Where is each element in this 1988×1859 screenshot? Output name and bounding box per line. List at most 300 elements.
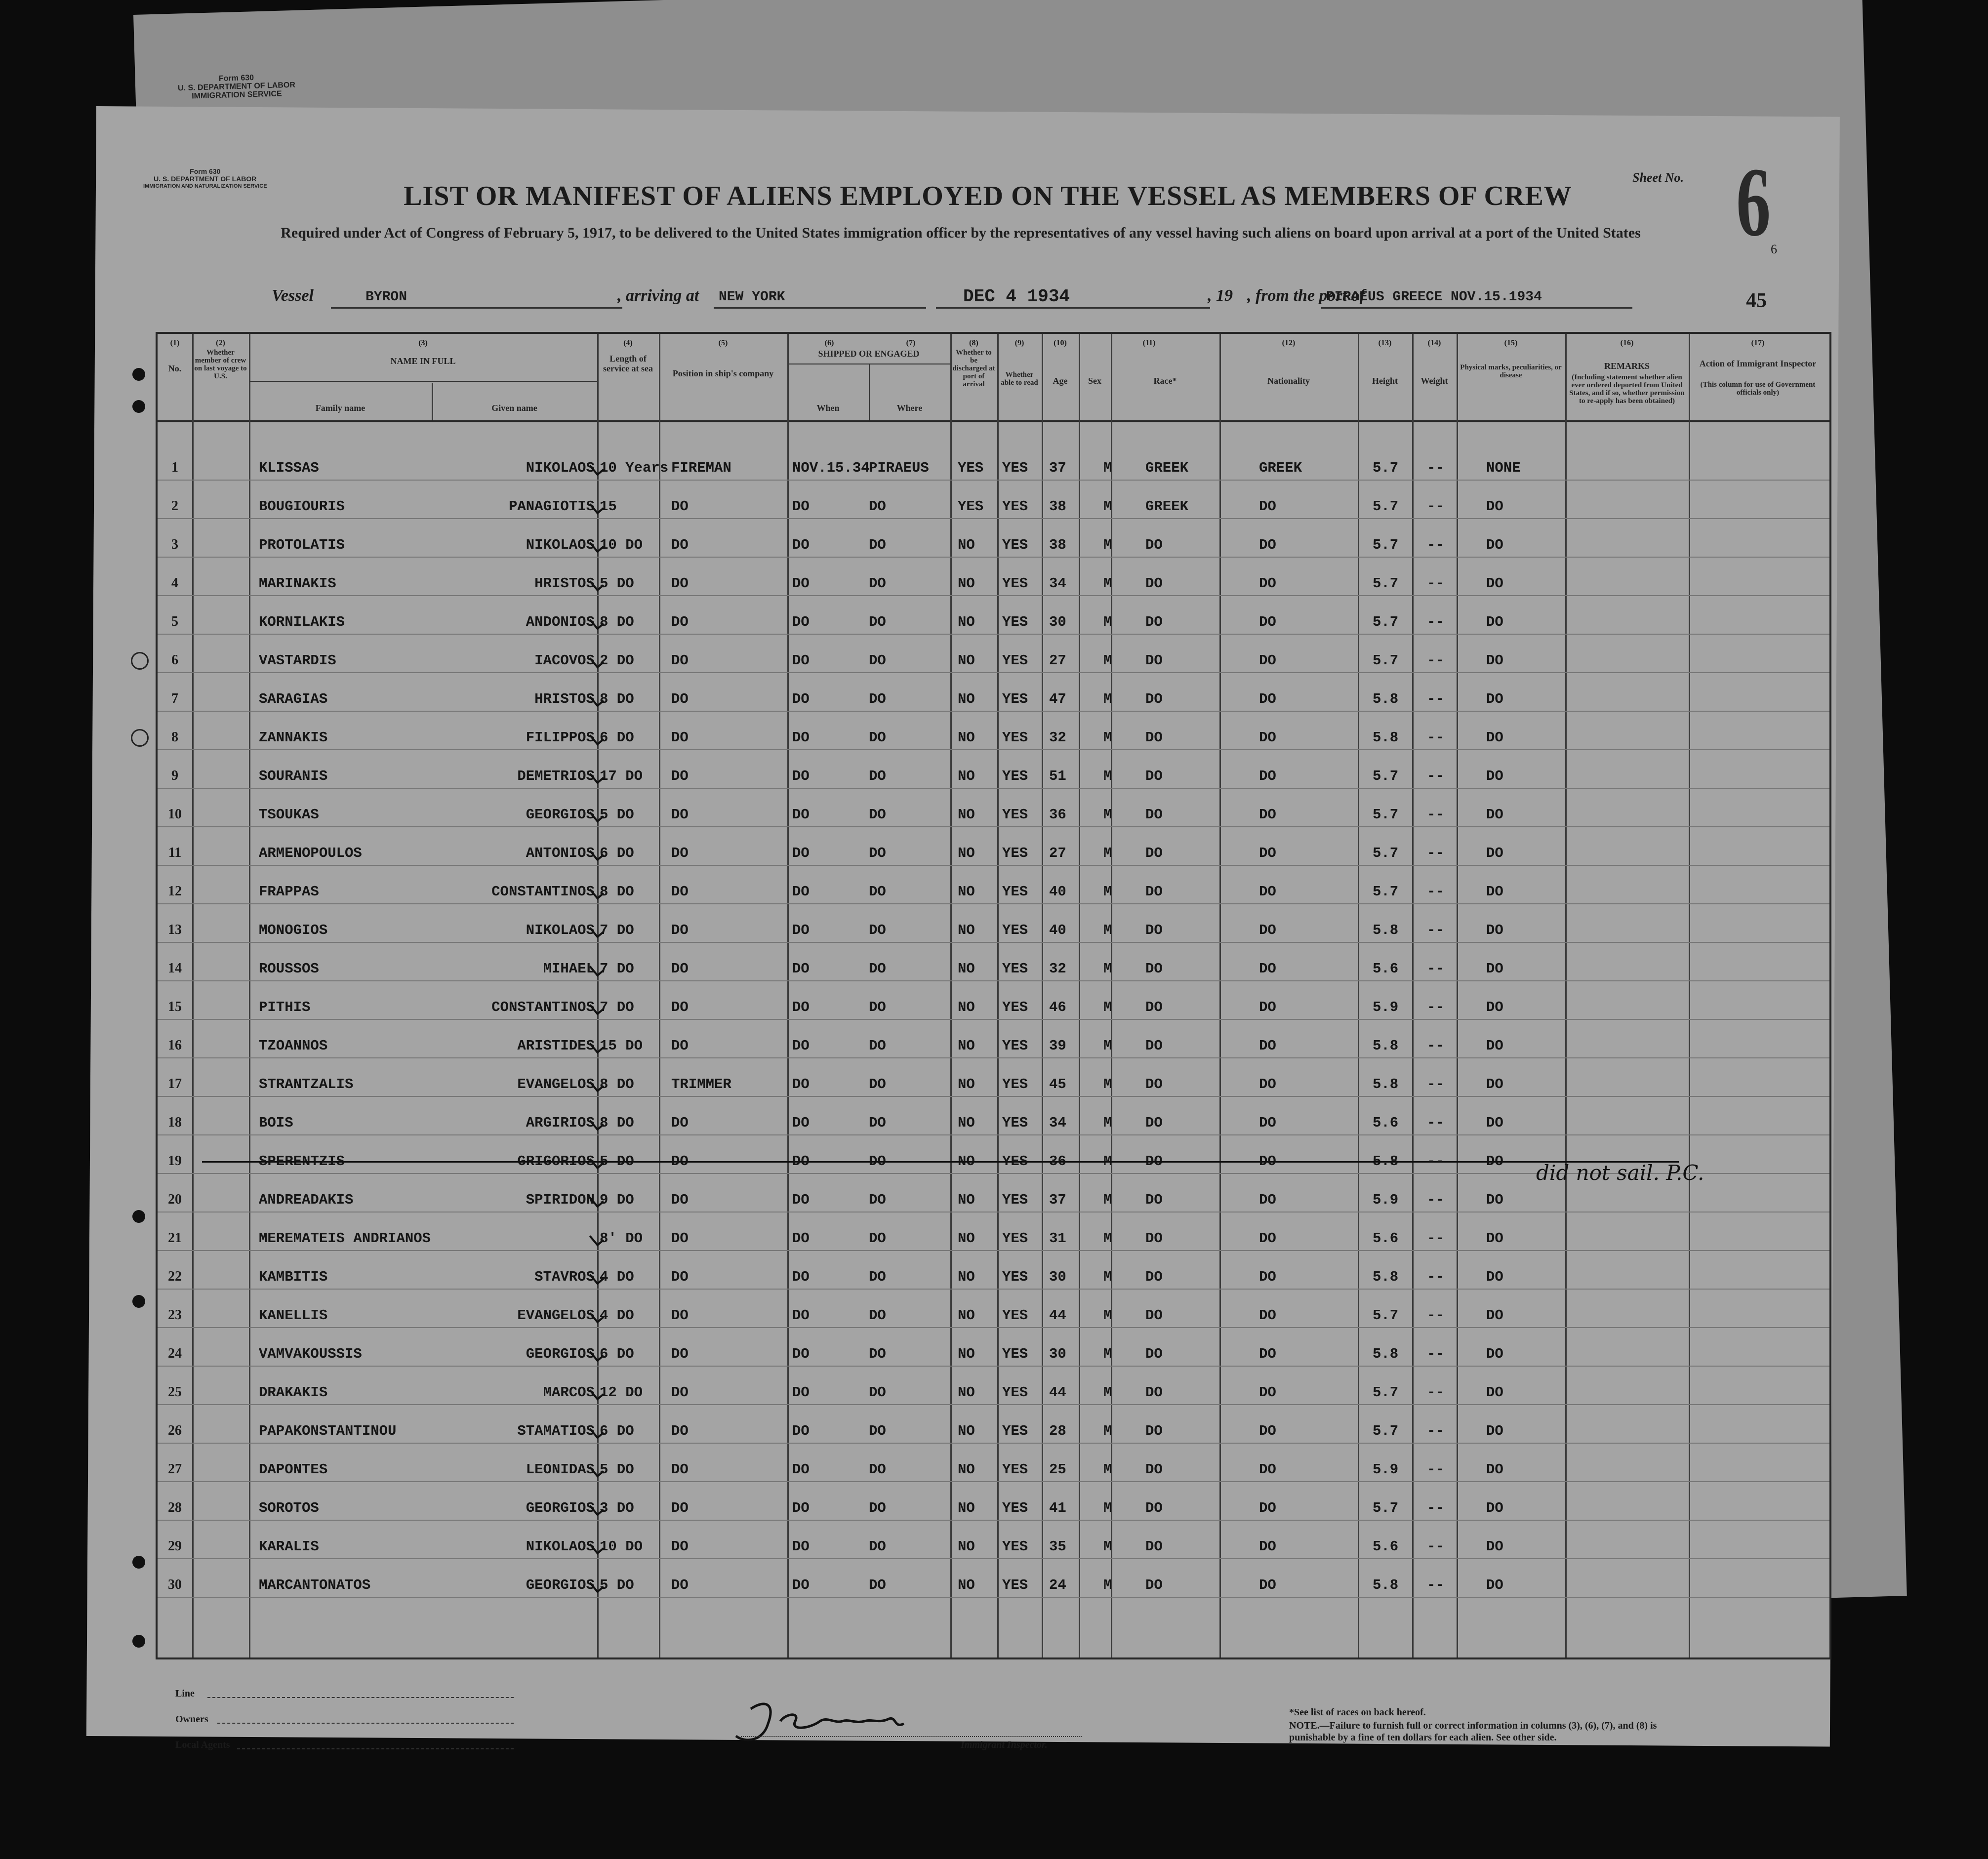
cell-given: CONSTANTINOS xyxy=(491,884,595,900)
vessel-label: Vessel xyxy=(272,286,314,305)
column-number: (6) xyxy=(824,339,834,347)
row-number: 30 xyxy=(168,1577,182,1592)
cell-when: DO xyxy=(792,922,810,938)
cell-family: SPERENTZIS xyxy=(259,1153,345,1170)
cell-height: 5.8 xyxy=(1373,691,1399,707)
cell-age: 34 xyxy=(1049,1115,1066,1131)
header-no: No. xyxy=(168,364,182,373)
header-given-name: Given name xyxy=(491,403,537,413)
cell-race: DO xyxy=(1145,575,1163,592)
row-number: 7 xyxy=(171,691,178,706)
cell-family: BOUGIOURIS xyxy=(259,498,345,515)
cell-family: BOIS xyxy=(259,1115,293,1131)
cell-sex: M xyxy=(1103,1500,1112,1516)
cell-when: DO xyxy=(792,807,810,823)
cell-read: YES xyxy=(1002,1500,1028,1516)
cell-nat: DO xyxy=(1259,1038,1276,1054)
column-number: (2) xyxy=(216,339,225,347)
cell-disch: NO xyxy=(958,729,975,746)
cell-race: GREEK xyxy=(1145,460,1189,476)
header-physical: Physical marks, peculiarities, or disease xyxy=(1460,364,1562,379)
row-number: 28 xyxy=(168,1500,182,1515)
cell-where: DO xyxy=(869,1384,886,1401)
header-read: Whether able to read xyxy=(1001,371,1038,387)
cell-when: DO xyxy=(792,498,810,515)
cell-when: NOV.15.34 xyxy=(792,460,870,476)
cell-read: YES xyxy=(1002,1538,1028,1555)
cell-height: 5.6 xyxy=(1373,1230,1399,1247)
header-sex: Sex xyxy=(1088,376,1101,386)
cell-position: DO xyxy=(671,845,689,861)
cell-disch: NO xyxy=(958,922,975,938)
table-row xyxy=(158,1563,1829,1602)
table-row xyxy=(158,600,1829,639)
cell-disch: NO xyxy=(958,961,975,977)
cell-nat: DO xyxy=(1259,1461,1276,1478)
cell-phys: DO xyxy=(1486,1346,1503,1362)
cell-sex: M xyxy=(1103,1461,1112,1478)
punch-hole xyxy=(132,1556,145,1569)
cell-position: TRIMMER xyxy=(671,1076,731,1092)
header-remarks-sub: (Including statement whether alien ever ordered deported from United States, and if so, whether permission to re-apply has been obtained) xyxy=(1569,373,1685,405)
cell-read: YES xyxy=(1002,1115,1028,1131)
cell-length: 10 DO xyxy=(600,1538,643,1555)
cell-disch: NO xyxy=(958,768,975,784)
cell-length: 5 DO xyxy=(600,1577,634,1593)
cell-race: DO xyxy=(1145,1346,1163,1362)
cell-where: DO xyxy=(869,922,886,938)
cell-age: 31 xyxy=(1049,1230,1066,1247)
cell-read: YES xyxy=(1002,884,1028,900)
cell-when: DO xyxy=(792,614,810,630)
form-header xyxy=(143,168,267,190)
header-age: Age xyxy=(1053,376,1068,386)
cell-family: ANDREADAKIS xyxy=(259,1192,354,1208)
cell-disch: NO xyxy=(958,537,975,553)
cell-when: DO xyxy=(792,961,810,977)
cell-sex: M xyxy=(1103,845,1112,861)
row-number: 10 xyxy=(168,807,182,822)
row-number: 29 xyxy=(168,1538,182,1554)
cell-height: 5.7 xyxy=(1373,614,1399,630)
cell-age: 44 xyxy=(1049,1384,1066,1401)
cell-sex: M xyxy=(1103,729,1112,746)
cell-age: 39 xyxy=(1049,1038,1066,1054)
cell-nat: DO xyxy=(1259,999,1276,1015)
cell-weight: -- xyxy=(1427,614,1444,630)
cell-length: 6 DO xyxy=(600,1346,634,1362)
cell-age: 24 xyxy=(1049,1577,1066,1593)
cell-age: 40 xyxy=(1049,884,1066,900)
cell-given: LEONIDAS xyxy=(526,1461,595,1478)
row-number: 26 xyxy=(168,1423,182,1438)
cell-race: DO xyxy=(1145,1538,1163,1555)
cell-length: 5 DO xyxy=(600,1153,634,1170)
cell-where: DO xyxy=(869,999,886,1015)
cell-weight: -- xyxy=(1427,768,1444,784)
cell-race: DO xyxy=(1145,691,1163,707)
cell-length: 5 DO xyxy=(600,1461,634,1478)
cell-phys: DO xyxy=(1486,537,1503,553)
cell-sex: M xyxy=(1103,1076,1112,1092)
cell-read: YES xyxy=(1002,1346,1028,1362)
cell-sex: M xyxy=(1103,614,1112,630)
cell-age: 37 xyxy=(1049,460,1066,476)
cell-nat: DO xyxy=(1259,961,1276,977)
cell-weight: -- xyxy=(1427,691,1444,707)
cell-family: VASTARDIS xyxy=(259,652,336,669)
cell-race: DO xyxy=(1145,1192,1163,1208)
cell-sex: M xyxy=(1103,922,1112,938)
cell-weight: -- xyxy=(1427,1461,1444,1478)
cell-given: EVANGELOS xyxy=(517,1307,595,1324)
cell-length: 6 DO xyxy=(600,1423,634,1439)
cell-where: DO xyxy=(869,652,886,669)
cell-race: DO xyxy=(1145,961,1163,977)
cell-age: 44 xyxy=(1049,1307,1066,1324)
cell-position: DO xyxy=(671,1461,689,1478)
cell-disch: NO xyxy=(958,1538,975,1555)
cell-where: DO xyxy=(869,1076,886,1092)
table-row xyxy=(158,947,1829,985)
cell-sex: M xyxy=(1103,1192,1112,1208)
cell-weight: -- xyxy=(1427,845,1444,861)
cell-when: DO xyxy=(792,1461,810,1478)
cell-where: PIRAEUS xyxy=(869,460,929,476)
table-row xyxy=(158,1024,1829,1062)
row-number: 15 xyxy=(168,999,182,1014)
cell-weight: -- xyxy=(1427,1038,1444,1054)
sheet-no-label: Sheet No. xyxy=(1632,170,1684,185)
cell-race: DO xyxy=(1145,1153,1163,1170)
cell-length: 8 DO xyxy=(600,614,634,630)
cell-read: YES xyxy=(1002,1076,1028,1092)
cell-race: DO xyxy=(1145,1115,1163,1131)
row-number: 21 xyxy=(168,1230,182,1246)
cell-disch: NO xyxy=(958,1076,975,1092)
form-service: IMMIGRATION AND NATURALIZATION SERVICE xyxy=(143,183,267,189)
punch-hole xyxy=(132,400,145,413)
table-row xyxy=(158,831,1829,870)
header-race: Race* xyxy=(1153,376,1177,386)
header-discharged: Whether to be discharged at port of arrival xyxy=(952,349,995,388)
punch-hole xyxy=(131,729,149,747)
cell-position: DO xyxy=(671,498,689,515)
column-number: (11) xyxy=(1142,339,1156,347)
table-row xyxy=(158,1332,1829,1371)
cell-age: 38 xyxy=(1049,537,1066,553)
cell-height: 5.6 xyxy=(1373,1115,1399,1131)
cell-sex: M xyxy=(1103,460,1112,476)
cell-given: MARCOS xyxy=(543,1384,595,1401)
cell-phys: DO xyxy=(1486,1115,1503,1131)
cell-given: STAMATIOS xyxy=(517,1423,595,1439)
cell-when: DO xyxy=(792,999,810,1015)
row-number: 27 xyxy=(168,1461,182,1477)
cell-length: 15 xyxy=(600,498,617,515)
cell-height: 5.7 xyxy=(1373,807,1399,823)
cell-where: DO xyxy=(869,1038,886,1054)
cell-disch: NO xyxy=(958,1577,975,1593)
cell-position: DO xyxy=(671,1538,689,1555)
cell-sex: M xyxy=(1103,999,1112,1015)
cell-height: 5.7 xyxy=(1373,1500,1399,1516)
cell-age: 51 xyxy=(1049,768,1066,784)
cell-length: 4 DO xyxy=(600,1307,634,1324)
cell-nat: GREEK xyxy=(1259,460,1302,476)
cell-where: DO xyxy=(869,1538,886,1555)
cell-nat: DO xyxy=(1259,1500,1276,1516)
sheet-number-small: 6 xyxy=(1771,242,1777,256)
cell-length: 9 DO xyxy=(600,1192,634,1208)
cell-nat: DO xyxy=(1259,1423,1276,1439)
cell-race: DO xyxy=(1145,652,1163,669)
header-family-name: Family name xyxy=(315,403,365,413)
cell-sex: M xyxy=(1103,961,1112,977)
cell-position: DO xyxy=(671,1153,689,1170)
cell-disch: NO xyxy=(958,1500,975,1516)
cell-height: 5.9 xyxy=(1373,1461,1399,1478)
cell-phys: NONE xyxy=(1486,460,1521,476)
column-number: (9) xyxy=(1014,339,1024,347)
cell-sex: M xyxy=(1103,1153,1112,1170)
cell-read: YES xyxy=(1002,729,1028,746)
cell-sex: M xyxy=(1103,1307,1112,1324)
cell-nat: DO xyxy=(1259,1577,1276,1593)
cell-family: PAPAKONSTANTINOU xyxy=(259,1423,397,1439)
cell-disch: YES xyxy=(958,498,984,515)
header-weight: Weight xyxy=(1420,376,1448,386)
cell-sex: M xyxy=(1103,1038,1112,1054)
cell-age: 37 xyxy=(1049,1192,1066,1208)
cell-sex: M xyxy=(1103,884,1112,900)
cell-read: YES xyxy=(1002,1577,1028,1593)
column-number: (14) xyxy=(1427,339,1441,347)
cell-family: SOURANIS xyxy=(259,768,328,784)
vessel-line xyxy=(272,286,1655,311)
cell-nat: DO xyxy=(1259,1346,1276,1362)
cell-height: 5.8 xyxy=(1373,729,1399,746)
cell-height: 5.7 xyxy=(1373,575,1399,592)
row-number: 9 xyxy=(171,768,178,783)
cell-height: 5.7 xyxy=(1373,1423,1399,1439)
cell-race: DO xyxy=(1145,537,1163,553)
cell-position: DO xyxy=(671,999,689,1015)
table-row xyxy=(158,908,1829,947)
cell-disch: NO xyxy=(958,845,975,861)
row-number: 1 xyxy=(171,460,178,475)
cell-read: YES xyxy=(1002,845,1028,861)
cell-where: DO xyxy=(869,1577,886,1593)
cell-race: DO xyxy=(1145,807,1163,823)
cell-nat: DO xyxy=(1259,884,1276,900)
cell-length: 8 DO xyxy=(600,1115,634,1131)
table-row xyxy=(158,562,1829,600)
cell-when: DO xyxy=(792,1038,810,1054)
cell-where: DO xyxy=(869,807,886,823)
cell-when: DO xyxy=(792,845,810,861)
header-remarks: REMARKS xyxy=(1604,361,1650,371)
cell-when: DO xyxy=(792,537,810,553)
cell-family: KLISSAS xyxy=(259,460,319,476)
cell-nat: DO xyxy=(1259,1192,1276,1208)
row-number: 22 xyxy=(168,1269,182,1284)
cell-position: DO xyxy=(671,1500,689,1516)
cell-race: DO xyxy=(1145,1500,1163,1516)
cell-given: CONSTANTINOS xyxy=(491,999,595,1015)
punch-hole xyxy=(131,652,149,670)
page-number: 45 xyxy=(1746,289,1767,312)
cell-read: YES xyxy=(1002,961,1028,977)
cell-age: 28 xyxy=(1049,1423,1066,1439)
header-action-sub: (This column for use of Government officials only) xyxy=(1700,381,1816,397)
cell-read: YES xyxy=(1002,575,1028,592)
cell-nat: DO xyxy=(1259,1307,1276,1324)
cell-disch: NO xyxy=(958,807,975,823)
cell-age: 35 xyxy=(1049,1538,1066,1555)
header-nationality: Nationality xyxy=(1267,376,1310,386)
cell-given: GEORGIOS xyxy=(526,1577,595,1593)
cell-sex: M xyxy=(1103,1230,1112,1247)
cell-weight: -- xyxy=(1427,1153,1444,1170)
cell-when: DO xyxy=(792,1192,810,1208)
cell-height: 5.8 xyxy=(1373,1269,1399,1285)
cell-sex: M xyxy=(1103,768,1112,784)
cell-position: DO xyxy=(671,922,689,938)
crew-manifest-table xyxy=(156,332,1831,1659)
row-number: 20 xyxy=(168,1192,182,1207)
cell-phys: DO xyxy=(1486,575,1503,592)
cell-read: YES xyxy=(1002,807,1028,823)
cell-height: 5.7 xyxy=(1373,845,1399,861)
cell-phys: DO xyxy=(1486,1461,1503,1478)
header-name-in-full: NAME IN FULL xyxy=(390,356,456,366)
cell-height: 5.8 xyxy=(1373,1346,1399,1362)
cell-given: ANTONIOS xyxy=(526,845,595,861)
cell-age: 25 xyxy=(1049,1461,1066,1478)
table-row xyxy=(158,1101,1829,1139)
table-row xyxy=(158,639,1829,677)
cell-where: DO xyxy=(869,575,886,592)
cell-age: 45 xyxy=(1049,1076,1066,1092)
column-number: (3) xyxy=(418,339,428,347)
table-row xyxy=(158,1448,1829,1486)
cell-weight: -- xyxy=(1427,1192,1444,1208)
cell-given: IACOVOS xyxy=(534,652,595,669)
cell-family: MARCANTONATOS xyxy=(259,1577,371,1593)
row-number: 16 xyxy=(168,1038,182,1053)
cell-given: PANAGIOTIS xyxy=(508,498,595,515)
cell-phys: DO xyxy=(1486,922,1503,938)
cell-nat: DO xyxy=(1259,691,1276,707)
back-dept: U. S. DEPARTMENT OF LABOR xyxy=(177,81,296,93)
cell-weight: -- xyxy=(1427,922,1444,938)
cell-race: DO xyxy=(1145,1269,1163,1285)
row-number: 18 xyxy=(168,1115,182,1130)
cell-length: 5 DO xyxy=(600,807,634,823)
table-row xyxy=(158,1293,1829,1332)
cell-phys: DO xyxy=(1486,1038,1503,1054)
cell-length: 8 DO xyxy=(600,691,634,707)
cell-disch: NO xyxy=(958,884,975,900)
arriving-label: , arriving at xyxy=(617,286,699,305)
cell-phys: DO xyxy=(1486,1076,1503,1092)
cell-length: 8 DO xyxy=(600,884,634,900)
cell-family: SARAGIAS xyxy=(259,691,328,707)
cell-read: YES xyxy=(1002,768,1028,784)
inspector-label: Immigrant Inspector. xyxy=(961,1739,1048,1750)
cell-where: DO xyxy=(869,1346,886,1362)
row-number: 25 xyxy=(168,1384,182,1400)
cell-disch: NO xyxy=(958,652,975,669)
arriving-port: NEW YORK xyxy=(719,289,785,305)
cell-length: 3 DO xyxy=(600,1500,634,1516)
row-number: 8 xyxy=(171,729,178,745)
cell-position: DO xyxy=(671,537,689,553)
form-dept: U. S. DEPARTMENT OF LABOR xyxy=(154,175,257,183)
column-number: (17) xyxy=(1751,339,1765,347)
cell-sex: M xyxy=(1103,537,1112,553)
cell-disch: NO xyxy=(958,1307,975,1324)
cell-disch: NO xyxy=(958,1038,975,1054)
cell-family: VAMVAKOUSSIS xyxy=(259,1346,362,1362)
cell-family: KANELLIS xyxy=(259,1307,328,1324)
cell-age: 27 xyxy=(1049,652,1066,669)
column-number: (7) xyxy=(906,339,916,347)
cell-family: MONOGIOS xyxy=(259,922,328,938)
cell-phys: DO xyxy=(1486,1384,1503,1401)
cell-weight: -- xyxy=(1427,807,1444,823)
cell-race: DO xyxy=(1145,1038,1163,1054)
cell-given: NIKOLAOS xyxy=(526,460,595,476)
cell-family: SOROTOS xyxy=(259,1500,319,1516)
column-number: (13) xyxy=(1378,339,1392,347)
cell-when: DO xyxy=(792,1307,810,1324)
cell-read: YES xyxy=(1002,1307,1028,1324)
cell-weight: -- xyxy=(1427,1269,1444,1285)
cell-height: 5.7 xyxy=(1373,537,1399,553)
cell-weight: -- xyxy=(1427,460,1444,476)
cell-family: KARALIS xyxy=(259,1538,319,1555)
cell-age: 27 xyxy=(1049,845,1066,861)
cell-age: 47 xyxy=(1049,691,1066,707)
cell-where: DO xyxy=(869,498,886,515)
cell-length: 2 DO xyxy=(600,652,634,669)
cell-race: DO xyxy=(1145,1076,1163,1092)
line-label: Line xyxy=(175,1688,195,1699)
cell-family: ZANNAKIS xyxy=(259,729,328,746)
cell-weight: -- xyxy=(1427,729,1444,746)
cell-read: YES xyxy=(1002,1192,1028,1208)
cell-family: KAMBITIS xyxy=(259,1269,328,1285)
cell-weight: -- xyxy=(1427,1384,1444,1401)
cell-sex: M xyxy=(1103,1423,1112,1439)
cell-phys: DO xyxy=(1486,1538,1503,1555)
table-row xyxy=(158,523,1829,562)
cell-where: DO xyxy=(869,729,886,746)
cell-weight: -- xyxy=(1427,1500,1444,1516)
cell-given: HRISTOS xyxy=(534,575,595,592)
cell-read: YES xyxy=(1002,1461,1028,1478)
cell-family: MARINAKIS xyxy=(259,575,336,592)
cell-age: 40 xyxy=(1049,922,1066,938)
arrival-date: DEC 4 1934 xyxy=(963,286,1070,307)
cell-where: DO xyxy=(869,1500,886,1516)
cell-disch: NO xyxy=(958,1423,975,1439)
cell-height: 5.9 xyxy=(1373,1192,1399,1208)
cell-where: DO xyxy=(869,1423,886,1439)
cell-weight: -- xyxy=(1427,537,1444,553)
